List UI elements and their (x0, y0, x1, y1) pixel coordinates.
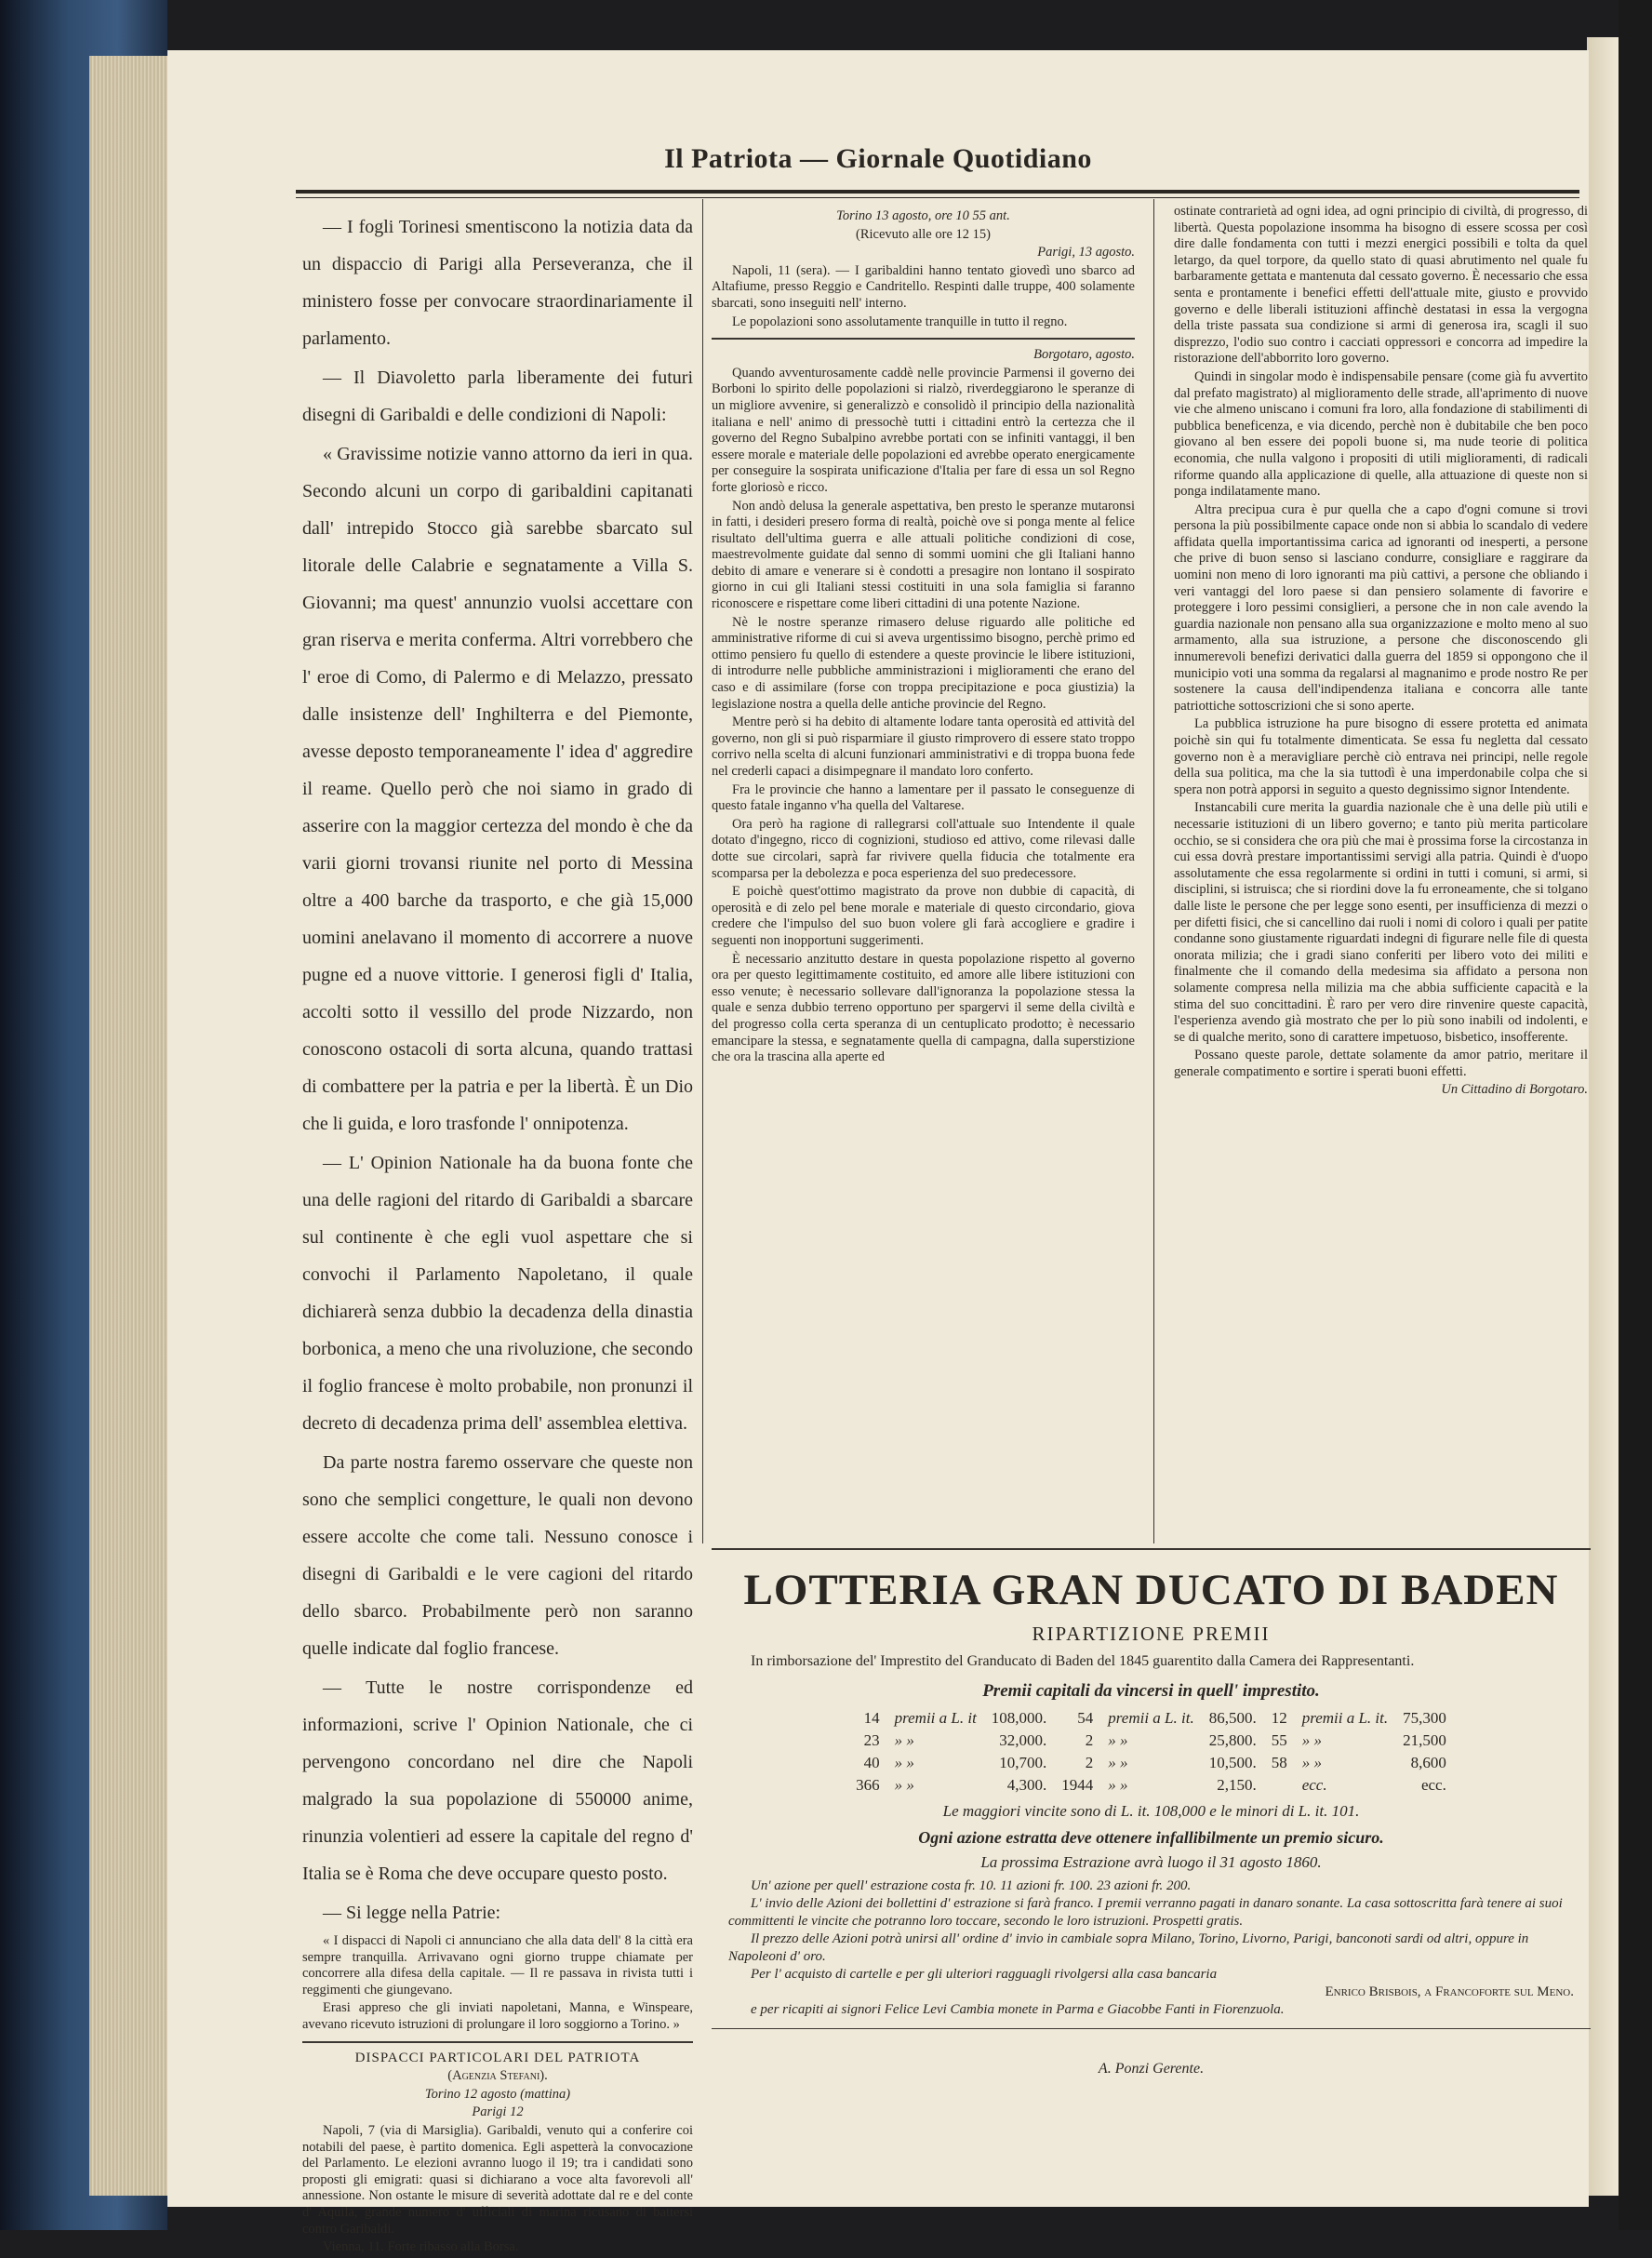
article-paragraph: Quindi in singolar modo è indispensabile pensare (come già fu avvertito dal prefato magistrato) al miglioramento delle strade, all'aprimento di nuove vie che almeno uniscano i comuni fra loro, alla fondazione di stabilimenti di pubblica beneficenza, e via dicendo, perchè non è dubitabile che ben poco giovano al ben essere dei popoli buone si, ma nude teorie di politica economia, che nulla valgono i propositi di utili miglioramenti, di radicali riforme quando alla applicazione di quelle, alla attuazione di queste non si ponga indilatamente mano. (1174, 368, 1588, 500)
newspaper-page (167, 50, 1589, 2255)
column-2 (712, 208, 1135, 1068)
prize-cell: » » (894, 1754, 914, 1771)
article-paragraph: Ora però ha ragione di rallegrarsi coll'attuale suo Intendente il quale dotato d'ingegno, ricco di cognizioni, studioso ed attivo, come rilevasi dalle dotte sue circolari, saprà far rivivere quella fiducia che totalmente era scomparsa per la debolezza e poca esperienza del suo predecessore. (712, 816, 1135, 881)
article-paragraph: Mentre però si ha debito di altamente lodare tanta operosità ed attività del governo, non gli si può risparmiare il giusto rimprovero di essere stato troppo corrivo nella scelta di alcuni funzionari amministrativi e di troppa buona fede nel crederli capaci a disimpegnare il mandato loro conferto. (712, 715, 1135, 779)
prize-range: Le maggiori vincite sono di L. it. 108,000 e le minori di L. it. 101. (942, 1802, 1360, 1820)
article-paragraph: — Tutte le nostre corrispondenze ed informazioni, scrive l' Opinion Nationale, che ci pervengono concordano nel dire che Napoli malgrado la sua popolazione di 550000 anime, rinunzia volentieri ad essere la capitale del regno d' Italia se è Roma che deve occupare questo posto. (302, 1677, 693, 1884)
column-1 (302, 208, 693, 2258)
prize-cell (1264, 1774, 1295, 1797)
prize-cell: 8,600 (1410, 1754, 1446, 1771)
article-paragraph: — I fogli Torinesi smentiscono la notizia data da un dispaccio di Parigi alla Perseveranza, che il ministero fosse per convocare straordinariamente il parlamento. (302, 217, 693, 349)
guarantee-line: Ogni azione estratta deve ottenere infallibilmente un premio sicuro. (918, 1828, 1384, 1847)
article-paragraph: Vienna, 11. Forte ribasso alla Borsa. (323, 2239, 519, 2255)
prize-cell: 55 (1271, 1731, 1287, 1749)
prize-cell: 10,700. (999, 1754, 1047, 1771)
prize-cell: 12 (1271, 1709, 1287, 1727)
article-paragraph: « I dispacci di Napoli ci annunciano che alla data dell' 8 la città era sempre tranquilla. Arrivavano ogni giorno truppe chiamate per concorrere alla difesa della capitale. — Il re passava in rivista tutti i reggimenti che giungevano. (302, 1933, 693, 1997)
dateline: (Ricevuto alle ore 12 15) (856, 226, 991, 242)
ad-detail: Il prezzo delle Azioni potrà unirsi all' ordine d' invio in cambiale sopra Milano, Torino, Livorno, Parigi, banconoti sardi od altri, oppure in Napoleoni d' oro. (728, 1931, 1529, 1964)
prize-cell: 86,500. (1208, 1709, 1257, 1727)
prize-cell: » » (1108, 1776, 1128, 1794)
ad-bottom-rule (712, 2028, 1591, 2029)
section-rule (712, 338, 1135, 340)
background-edge (1619, 0, 1652, 2230)
prize-row (848, 1707, 1454, 1730)
article-paragraph: Fra le provincie che hanno a lamentare per il passato le conseguenze di questo fatale inganno v'ha quella del Valtarese. (712, 782, 1135, 814)
adjacent-page-edge (1587, 37, 1619, 2196)
prize-heading: Premii capitali da vincersi in quell' imprestito. (982, 1681, 1320, 1701)
masthead: Il Patriota — Giornale Quotidiano (664, 143, 1092, 174)
prize-cell: ecc. (1420, 1776, 1446, 1794)
dateline: Parigi 12 (472, 2104, 524, 2120)
prize-cell: 2 (1085, 1731, 1094, 1749)
prize-cell: 108,000. (991, 1709, 1047, 1727)
prize-cell: 40 (863, 1754, 880, 1771)
section-rule (302, 2041, 693, 2043)
prize-cell: 366 (856, 1776, 880, 1794)
prize-cell: 58 (1271, 1754, 1287, 1771)
article-paragraph: Le popolazioni sono assolutamente tranquille in tutto il regno. (732, 314, 1068, 329)
article-paragraph: E poichè quest'ottimo magistrato da prove non dubbie di capacità, di operosità e di zelo pel bene morale e materiale di questo circondario, giova credere che l'impulso del suo buon volere gli farà accogliere e gradire i seguenti non inopportuni suggerimenti. (712, 884, 1135, 948)
dateline: Parigi, 13 agosto. (1037, 245, 1135, 261)
prize-cell: 25,800. (1208, 1731, 1257, 1749)
prize-cell: » » (1108, 1731, 1128, 1749)
prize-cell: 1944 (1061, 1776, 1094, 1794)
article-paragraph: Quando avventurosamente caddè nelle provincie Parmensi il governo dei Borboni lo spirito delle popolazioni si rialzò, riverdeggiarono le speranze di un migliore avvenire, si generalizzò e consolidò il principio della nazionalità italiana e nell' animo di pressochè tutti i cittadini entrò la certezza che il governo del Regno Subalpino avrebbe portati con se infiniti vantaggi, il ben essere morale e materiale delle popolazioni ed avrebbe operato energicamente per conseguire la sospirata unificazione d'Italia per fare di essa un sol Regno forte gloriosò e ricco. (712, 365, 1135, 495)
article-paragraph: La pubblica istruzione ha pure bisogno di essere protetta ed animata poichè sin qui fu totalmente dimenticata. Se essa fu negletta dal cessato governo non è a meravigliare perchè ciò entrava nei principi, nelle regole della sua politica, ma che la sia tuttodì è una imperdonabile colpa che si spera non potrà apporsi in seguito a questo degnissimo signor Intendente. (1174, 716, 1588, 797)
prize-cell: 14 (863, 1709, 880, 1727)
prize-cell: 10,500. (1208, 1754, 1257, 1771)
ad-details (728, 1877, 1574, 2019)
prize-table (848, 1707, 1454, 1797)
dateline: Torino 12 agosto (mattina) (424, 2086, 571, 2102)
bank-name: Enrico Brisbois, a Francoforte sul Meno. (1325, 1984, 1574, 1999)
prize-cell: 23 (863, 1731, 880, 1749)
ad-detail: e per ricapiti ai signori Felice Levi Cambia monete in Parma e Giacobbe Fanti in Fiorenzuola. (751, 2002, 1285, 2017)
article-paragraph: Napoli, 7 (via di Marsiglia). Garibaldi, venuto qui a conferire coi notabili del paese, è partito domenica. Egli aspetterà la convocazione del Parlamento. Le elezioni avranno luogo il 19; tra i candidati sono proposti gli emigrati: quasi si dichiarano a voce alta favorevoli all' annessione. Non ostante le misure di severità adottate dal re e del conte d' Aquila, grande numero d' ufficiali di marina ricusano di battersi contro Garibaldi. (302, 2122, 693, 2237)
signature: Un Cittadino di Borgotaro. (1441, 1082, 1588, 1098)
dateline: Borgotaro, agosto. (1033, 347, 1135, 363)
prize-cell: » » (894, 1731, 914, 1749)
masthead-rule-thin (296, 197, 1579, 198)
next-draw: La prossima Estrazione avrà luogo il 31 agosto 1860. (980, 1853, 1322, 1871)
ad-subtitle: RIPARTIZIONE PREMII (1032, 1623, 1271, 1645)
publisher-signature: A. Ponzi Gerente. (1098, 2061, 1205, 2077)
column-divider-left (702, 199, 703, 1543)
ad-top-rule (712, 1548, 1591, 1550)
article-paragraph: Napoli, 11 (sera). — I garibaldini hanno tentato giovedì uno sbarco ad Altafiume, presso Reggio e Candritello. Respinti dalle truppe, 400 solamente sbarcati, sono inseguiti nell' interno. (712, 262, 1135, 311)
prize-row (848, 1752, 1454, 1774)
lottery-advertisement (712, 1548, 1591, 2092)
article-paragraph: Possano queste parole, dettate solamente da amor patrio, meritare il generale compatimento e sortire i sperati buoni effetti. (1174, 1048, 1588, 1079)
prize-cell: » » (1301, 1731, 1322, 1749)
dateline: Torino 13 agosto, ore 10 55 ant. (836, 208, 1010, 223)
article-paragraph: Instancabili cure merita la guardia nazionale che è una delle più utili e necessarie istituzioni di un libero governo; e tanto più merita particolare occhio, se si considera che ora più che mai è prossima forse la circostanza in cui essa dovrà prestare importantissimi servigi alla patria. Quindi è d'uopo assolutamente che essa regolarmente si ordini in tutti i comuni, si armi, si disciplini, si istruisca; che si riordini dove la fu erroneamente, che si tolgano dalle liste le persone che per legge sono esenti, per insufficienza di mezzi o per difetti fisici, che si cancellino dai ruoli i nomi di coloro i quali per patite condanne sono giustamente riguardati indegni di figurare nelle file di questa onorata milizia; che i gradi siano conferiti per libero voto dei militi e finalmente che il comando della medesima sia affidato a persona non solamente compresa nella milizia ma che abbia sufficiente capacità e la stima del suo concittadini. È raro per vero dire rinvenire queste capacità, l'esperienza avendo già mostrato che per lo più sono inabili od indolenti, e se di qualche merito, sono di carattere impetuoso, bisbetico, insofferente. (1174, 800, 1588, 1045)
prize-cell: » » (1301, 1754, 1322, 1771)
prize-cell: 21,500 (1403, 1731, 1446, 1749)
article-paragraph: — Il Diavoletto parla liberamente dei futuri disegni di Garibaldi e delle condizioni di Napoli: (302, 367, 693, 425)
article-paragraph: Altra precipua cura è pur quella che a capo d'ogni comune si trovi persona la più possibilmente capace onde non si abbia lo scandalo di vedere affidata quella importantissima carica ad ignoranti od inesperti, a persone che prive di buon senso si lasciano condurre, consigliare e raggirare da uomini non meno di loro ignoranti ma più cattivi, a persone che obliando i veri vantaggi del loro paese si dan pensiero solamente di favorire e proteggere i loro pessimi consiglieri, a persone che in non cale avendo la guardia nazionale non pensano alla sua organizzazione e molto meno al suo armamento, alla sua istruzione, a persone che disconoscendo gli innumerevoli benefizi derivatici dalla guerra del 1859 si oppongono che il municipio voti una somma da regalarsi al magnanimo e prode nostro Re per sostenere la causa dell'indipendenza italiana e concorra alle tante patriottiche sottoscrizioni che si sono aperte. (1174, 501, 1588, 714)
dispatches-title: DISPACCI PARTICOLARI DEL PATRIOTA (354, 2050, 641, 2065)
prize-cell: 2 (1085, 1754, 1094, 1771)
ad-title: LOTTERIA GRAN DUCATO DI BADEN (743, 1566, 1559, 1614)
article-paragraph: Da parte nostra faremo osservare che queste non sono che semplici congetture, le quali non devono essere accolte che come tali. Nessuno conosce i disegni di Garibaldi e le vere cagioni del ritardo dello sbarco. Probabilmente però non saranno quelle indicate dal foglio francese. (302, 1452, 693, 1659)
article-paragraph: « Gravissime notizie vanno attorno da ieri in qua. Secondo alcuni un corpo di garibaldini capitanati dall' intrepido Stocco già sarebbe sbarcato sul litorale delle Calabrie e segnatamente a Villa S. Giovanni; ma quest' annunzio vuolsi accettare con gran riserva e merita conferma. Altri vorrebbero che l' eroe di Como, di Palermo e di Melazzo, pressato dalle insistenze dell' Inghilterra e del Piemonte, avesse deposto temporaneamente l' idea d' aggredire il reame. Quello però che noi siamo in grado di asserire con la maggior certezza del mondo è che da varii giorni trovansi riunite nel porto di Messina oltre a 400 barche da trasporto, e che già 15,000 uomini anelavano il momento di accorrere a nuove pugne ed a nuove vittorie. I generosi figli d' Italia, accolti sotto il vessillo del prode Nizzardo, non conoscono ostacoli di sorta alcuna, quando trattasi di combattere per la patria e per la libertà. È un Dio che li guida, e loro trasfonde l' onnipotenza. (302, 444, 693, 1134)
ad-detail: L' invio delle Azioni dei bollettini d' estrazione si farà franco. I premii verranno pagati in danaro sonante. La casa sottoscritta farà tenere ai suoi committenti le vincite che potranno loro toccare, secondo le loro istruzioni. Prospetti gratis. (728, 1896, 1563, 1929)
column-divider-right (1153, 199, 1154, 1543)
prize-cell: » » (894, 1776, 914, 1794)
prize-cell: 54 (1077, 1709, 1094, 1727)
column-3 (1174, 204, 1588, 1101)
prize-cell: 4,300. (1006, 1776, 1047, 1794)
article-paragraph: Nè le nostre speranze rimasero deluse riguardo alle politiche ed amministrative riforme di cui si aveva urgentissimo bisogno, perchè primo ed ottimo pensiero fu quello di estendere a queste provincie le libere istituzioni, di introdurre nelle pubbliche amministrazioni i miglioramenti che erano del caso e di assimilare (forse con troppa precipitazione e poca giustizia) la legislazione nostra a quella delle antiche provincie del Regno. (712, 614, 1135, 712)
article-paragraph: Erasi appreso che gli inviati napoletani, Manna, e Winspeare, avevano ricevuto istruzioni di prolungare il loro soggiorno a Torino. » (302, 2000, 693, 2032)
prize-row (848, 1774, 1454, 1797)
prize-cell: premii a L. it. (1301, 1709, 1389, 1727)
article-paragraph: È necessario anzitutto destare in questa popolazione rispetto al governo ora per questo legittimamente costituito, ed amore alle libere istituzioni con esso venute; è necessario sollevare dall'ignoranza la popolazione stessa la quale e senza dubbio terreno opportuno per spargervi il seme della civiltà e del progresso colla certa speranza di un centuplicato prodotto; è necessario emancipare la stessa, e segnatamente quella di campagna, dalla superstizione che ora la trascina alla aperte ed (712, 951, 1135, 1065)
agency-credit: (Agenzia Stefani). (447, 2068, 548, 2084)
article-paragraph: ostinate contrarietà ad ogni idea, ad ogni principio di civiltà, di progresso, di libertà. Questa popolazione insomma ha bisogno di essere scossa per così dire dalle fondamenta con tutti i mezzi energici possibili e tolta da quel letargo, da quel torpore, da quello stato di quasi abrutimento nel quale fu barbaramente gettata e mantenuta dal cessato governo. È necessario che essa senta e prontamente i benefici effetti dell'attuale mite, giusto e provvido governo e delle liberali istituzioni affinchè destatasi in essa la vergogna della triste passata sua condizione si armi di generosa ira, scagli il suo disprezzo, l'odio suo contro i cacciati oppressori e concorra ad impedire la ristorazione dell'abborrito loro governo. (1174, 204, 1588, 367)
ad-detail: Un' azione per quell' estrazione costa fr. 10. 11 azioni fr. 100. 23 azioni fr. 200. (751, 1878, 1192, 1893)
prize-cell: premii a L. it. (1108, 1709, 1194, 1727)
prize-cell: 75,300 (1403, 1709, 1446, 1727)
page-stack-edge (89, 56, 169, 2196)
masthead-rule (296, 190, 1579, 194)
prize-cell: premii a L. it (894, 1709, 977, 1727)
article-paragraph: — Si legge nella Patrie: (323, 1903, 501, 1923)
article-paragraph: Non andò delusa la generale aspettativa, ben presto le speranze mutaronsi in fatti, i desideri presero forma di realtà, poichè ove si ponga mente al felice risultato dell'ultima guerra e alle attuali politiche condizioni di cose, maestrevolmente guidate dal senno di sommi uomini che gli Italiani hanno debito di amare e venerare si è condotti a presagire non lontano il sospirato giorno in cui gli Italiani stessi costituiti in una sola famiglia si faranno riconoscere e rispettare come liberi cittadini di una potente Nazione. (712, 498, 1135, 612)
prize-row (848, 1730, 1454, 1752)
prize-cell: 32,000. (999, 1731, 1047, 1749)
ad-detail: Per l' acquisto di cartelle e per gli ulteriori ragguagli rivolgersi alla casa bancaria (751, 1967, 1218, 1982)
ad-intro: In rimborsazione del' Imprestito del Granducato di Baden del 1845 guarentito dalla Camera dei Rappresentanti. (751, 1653, 1415, 1669)
article-paragraph: — L' Opinion Nationale ha da buona fonte che una delle ragioni del ritardo di Garibaldi a sbarcare sul continente è che egli vuol aspettare che si convochi il Parlamento Napoletano, il quale dichiarerà senza dubbio la decadenza della dinastia borbonica, a meno che una rivoluzione, che secondo il foglio francese è molto probabile, non pronunzi il decreto di decadenza prima dell' assemblea elettiva. (302, 1153, 693, 1434)
prize-cell: » » (1108, 1754, 1128, 1771)
prize-cell: 2,150. (1217, 1776, 1257, 1794)
prize-cell: ecc. (1301, 1776, 1327, 1794)
